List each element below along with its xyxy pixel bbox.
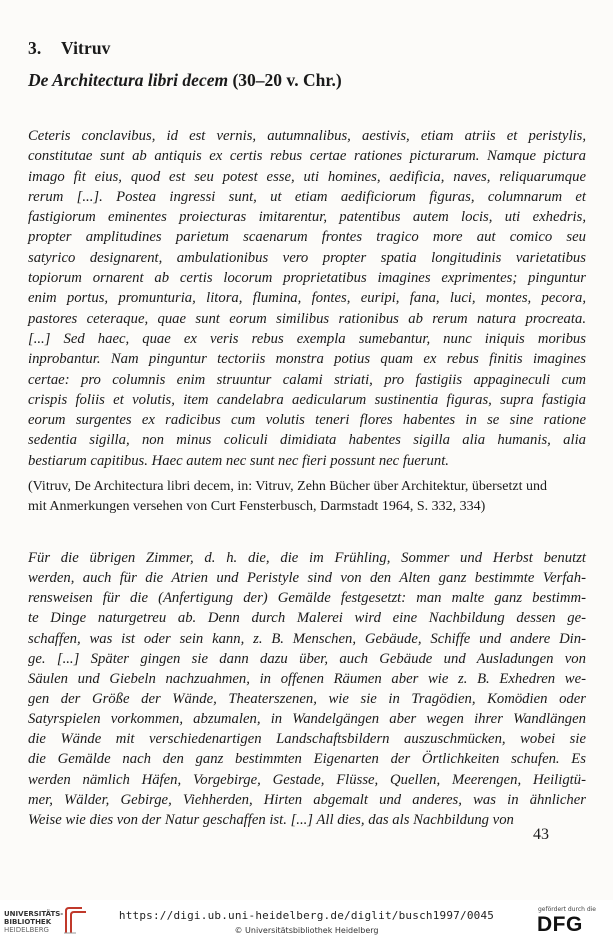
- latin-text-line: imago fit eius, quod est seu potest esse, uti homines, aedificia, naves, reliquarumque: [28, 168, 586, 185]
- german-text-line: gen der Größe der Wände, Theaterszenen, wie sie in Tragödien, Komödien oder: [28, 690, 586, 707]
- citation-line: mit Anmerkungen versehen von Curt Fensterbusch, Darmstadt 1964, S. 332, 334): [28, 498, 486, 514]
- citation-line: (Vitruv, De Architectura libri decem, in: Vitruv, Zehn Bücher über Architektur, übersetzt und: [28, 479, 547, 494]
- german-text-line: te Dinge naturgetreu ab. Denn durch Malerei wird eine Nachbildung dessen ge-: [28, 610, 586, 627]
- latin-text-line: Ceteris conclavibus, id est vernis, autumnalibus, aestivis, etiam atriis et peristylis,: [28, 128, 586, 144]
- latin-text-line: topiorum ornarent ab certis locorum proprietatibus imagines exprimentes; pinguntur: [28, 270, 586, 287]
- latin-text-line: enim portus, promunturia, litora, flumina, fontes, euripi, fana, luci, montes, pecora,: [28, 290, 586, 307]
- source-url-link[interactable]: https://digi.ub.uni-heidelberg.de/diglit/busch1997/0045: [118, 909, 495, 922]
- german-text-line: die Wände mit verschiedenartigen Landschaftsbildern auszuschmücken, wobei sie: [28, 731, 586, 748]
- german-text-line: Weise wie dies von der Natur geschaffen ist. [...] All dies, das als Nachbildung von: [28, 811, 514, 828]
- latin-text-line: pastores ceteraque, quae sunt eorum similibus rationibus ab rerum natura procreata.: [28, 310, 586, 327]
- german-text-line: Satyrspielen vorkommen, abzumalen, in Wandelgängen aber wegen ihrer Wandlängen: [28, 711, 586, 728]
- latin-text-line: constitutae sunt ab antiquis ex certis rebus certae rationes picturarum. Namque pictura: [28, 148, 586, 165]
- citation: [28, 477, 588, 516]
- page-number: 43: [533, 826, 549, 843]
- latin-text-line: rerum [...]. Postea ingressi sunt, ut etiam aedificiorum figuras, columnarum et: [28, 188, 586, 205]
- latin-text-line: fastigiorum eminentes proiecturas imitarentur, patentibus autem locis, uti exhedris,: [28, 209, 586, 226]
- section-number: 3.: [28, 38, 42, 58]
- work-date: (30–20 v. Chr.): [232, 70, 342, 90]
- german-text-line: Säulen und Giebeln nachzuahmen, in offenen Räumen aber wie z. B. Exhedren we-: [28, 670, 586, 687]
- work-title-italic: De Architectura libri decem: [28, 70, 229, 90]
- copyright-notice: © Universitätsbibliothek Heidelberg: [234, 926, 379, 935]
- library-line-2: BIBLIOTHEK: [4, 918, 52, 926]
- library-line-3: HEIDELBERG: [4, 926, 49, 934]
- latin-text-line: certae: pro columnis enim struuntur calami striati, pro fastigiis appagineculi cum: [28, 371, 586, 388]
- latin-text-line: propter amplitudines parietum scaenarum frontes tragico more aut comico seu: [28, 229, 586, 246]
- latin-quotation: [28, 126, 586, 471]
- latin-text-line: bestiarum capitibus. Haec autem nec sunt nec fieri possunt nec fuerunt.: [28, 452, 449, 469]
- german-text-line: schaffen, was ist oder sein kann, z. B. Menschen, Gebäude, Schiffe und andere Din-: [28, 630, 586, 647]
- german-text-line: werden, auch für die Atrien und Peristyle sind von den Alten ganz bestimmte Verfah-: [28, 570, 586, 587]
- german-text-line: ge. [...] Später gingen sie dann dazu über, auch Gebäude und Ausladungen von: [28, 650, 586, 667]
- german-text-line: mer, Wälder, Gebirge, Viehherden, Hirten abgemalt und anderes, was in ähnlicher: [28, 791, 586, 808]
- digitization-footer: [0, 900, 613, 943]
- german-text-line: rensweisen für die (Anfertigung der) Gemälde festgesetzt: man malte ganz bestimm-: [28, 590, 586, 607]
- german-text-line: werden nämlich Häfen, Vorgebirge, Gestade, Flüsse, Quellen, Meerengen, Heiligtü-: [28, 771, 586, 788]
- german-translation: [28, 548, 586, 830]
- section-heading: [28, 38, 111, 59]
- latin-text-line: crispis foliis et volutis, item candelabra aedicularum sustinentia figuras, supra fastigia: [28, 391, 586, 408]
- latin-text-line: satyrico designarent, ambulationibus vero propter spatia longitudinis varietatibus: [28, 249, 586, 266]
- section-title: Vitruv: [61, 38, 111, 58]
- german-text-line: Für die übrigen Zimmer, d. h. die, die im Frühling, Sommer und Herbst benutzt: [28, 550, 586, 566]
- dfg-caption: gefördert durch die: [538, 906, 596, 913]
- latin-text-line: sedentia sigilla, non minus coliculi dimidiata habentes sigilla alia humanis, alia: [28, 432, 586, 449]
- work-title: [28, 70, 342, 91]
- latin-text-line: inprobantur. Nam pinguntur tectoriis monstra potius quam ex rebus finitis imagines: [28, 351, 586, 368]
- latin-text-line: [...] Sed haec, quae ex veris rebus exempla sumebantur, nunc iniquis moribus: [28, 330, 586, 347]
- german-text-line: die Gemälde nach den ganz bestimmten Eigenarten der Örtlichkeiten schufen. Es: [28, 751, 586, 768]
- library-line-1: UNIVERSITÄTS-: [4, 910, 64, 918]
- latin-text-line: eorum surgentes ex radicibus cum volutis teneri flores habentes in se sine ratione: [28, 412, 586, 429]
- dfg-logo: DFG: [537, 913, 583, 936]
